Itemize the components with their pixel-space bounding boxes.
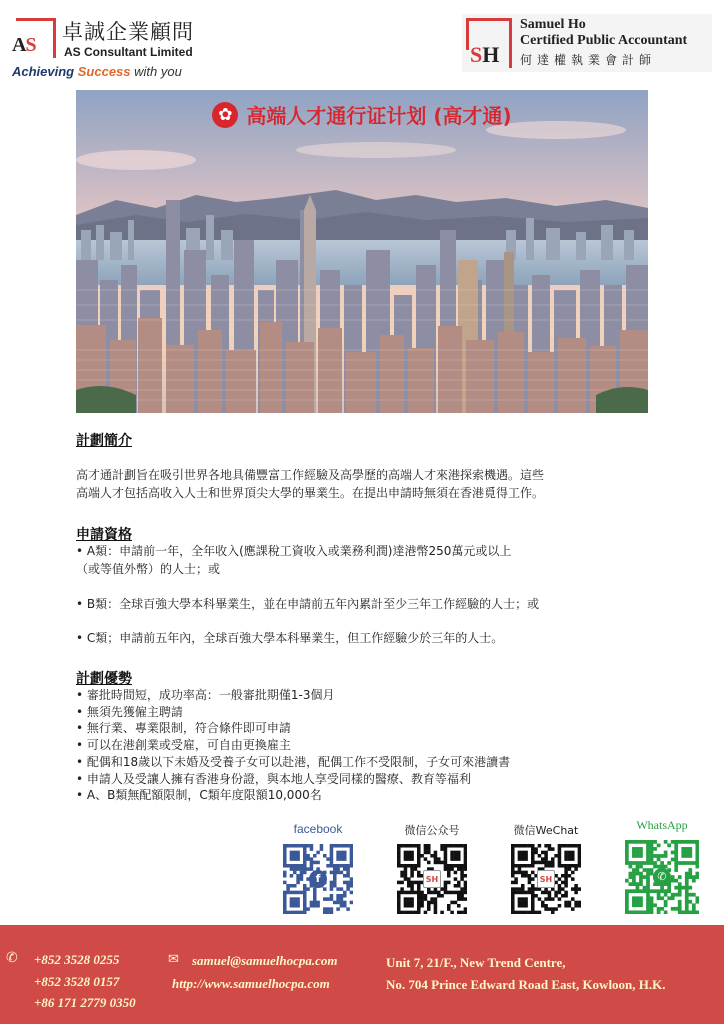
- wechat-qr-block[interactable]: [506, 822, 586, 914]
- phone-2[interactable]: +852 3528 0157: [34, 974, 120, 989]
- sh-logo-mark: [466, 18, 516, 68]
- phone-1[interactable]: +852 3528 0255: [34, 952, 120, 967]
- eligibility-class-a: [76, 542, 666, 578]
- hk-bauhinia-flag-icon: [212, 102, 238, 128]
- email-icon: ✉: [168, 952, 179, 967]
- intro-heading: 計劃簡介: [76, 433, 132, 449]
- hero-banner: [76, 90, 648, 413]
- as-logo-letters: AS: [12, 34, 36, 56]
- hong-kong-skyline-image: [76, 90, 648, 413]
- phone-3[interactable]: +86 171 2779 0350: [34, 995, 136, 1010]
- as-consultant-logo: [12, 14, 212, 80]
- advantage-item: • 無行業、專業限制，符合條件即可申請: [76, 720, 676, 737]
- sh-logo-icon: SH: [423, 870, 441, 888]
- advantage-item: • 申請人及受讓人擁有香港身份證，與本地人享受同樣的醫療、教育等福利: [76, 771, 676, 788]
- sh-logo-letters: SH: [470, 42, 500, 67]
- wechat-official-label: 微信公众号: [404, 824, 460, 837]
- company-name-cn: 卓誠企業顧問: [62, 20, 194, 44]
- cpa-name-cn: 何達權執業會計師: [520, 53, 657, 67]
- eligibility-class-c: • C類；申請前五年內，全球百強大學本科畢業生，但工作經驗少於三年的人士。: [76, 631, 504, 645]
- intro-line-1: 高才通計劃旨在吸引世界各地具備豐富工作經驗及高學歷的高端人才來港探索機遇。這些: [76, 468, 545, 482]
- eligibility-heading: 申請資格: [76, 527, 132, 543]
- facebook-qr-block[interactable]: [278, 822, 358, 914]
- wechat-qr-code[interactable]: [511, 844, 581, 914]
- address-line-2: No. 704 Prince Edward Road East, Kowloon, H.K.: [386, 977, 666, 992]
- intro-line-2: 高端人才包括高收入人士和世界頂尖大學的畢業生。在提出申請時無須在香港覓得工作。: [76, 486, 545, 500]
- whatsapp-qr-code[interactable]: [625, 840, 699, 914]
- advantages-list: [76, 687, 676, 804]
- company-name-en: AS Consultant Limited: [64, 45, 193, 59]
- class-a-line-2: （或等值外幣）的人士；或: [76, 562, 221, 576]
- advantage-item: • 配偶和18歲以下未婚及受養子女可以赴港，配偶工作不受限制，子女可來港讀書: [76, 754, 676, 771]
- wechat-label: 微信WeChat: [513, 824, 579, 837]
- hero-title: [76, 100, 648, 129]
- wechat-official-qr-block[interactable]: [392, 822, 472, 914]
- advantage-item: • 可以在港創業或受雇，可自由更換雇主: [76, 737, 676, 754]
- eligibility-class-b: • B類：全球百強大學本科畢業生，並在申請前五年內累計至少三年工作經驗的人士；或: [76, 597, 540, 611]
- contact-footer: [0, 925, 724, 1024]
- cpa-title: Certified Public Accountant: [520, 33, 688, 48]
- sh-logo-icon: SH: [537, 870, 555, 888]
- class-a-line-1: • A類：申請前一年，全年收入(應課稅工資收入或業務利潤)達港幣250萬元或以上: [76, 544, 512, 558]
- scheme-title: 高端人才通行证计划 (高才通): [246, 104, 512, 128]
- whatsapp-label: WhatsApp: [636, 818, 688, 832]
- whatsapp-qr-block[interactable]: [622, 818, 702, 914]
- advantage-item: • 審批時間短，成功率高：一般審批期僅1-3個月: [76, 687, 676, 704]
- whatsapp-icon: ✆: [653, 868, 671, 886]
- advantage-item: • A、B類無配額限制，C類年度限額10,000名: [76, 787, 676, 804]
- email-link[interactable]: samuel@samuelhocpa.com: [192, 953, 338, 968]
- as-logo-mark: [12, 18, 58, 62]
- facebook-icon: f: [309, 870, 327, 888]
- advantages-heading: 計劃優勢: [76, 671, 132, 687]
- advantage-item: • 無須先獲僱主聘請: [76, 704, 676, 721]
- facebook-label: facebook: [293, 822, 343, 836]
- company-slogan: Achieving Success with you: [12, 64, 182, 79]
- address-line-1: Unit 7, 21/F., New Trend Centre,: [386, 955, 566, 970]
- phone-icon: ✆: [6, 950, 18, 966]
- cpa-name: Samuel Ho: [520, 17, 586, 32]
- intro-paragraph: [76, 466, 666, 502]
- wechat-official-qr-code[interactable]: [397, 844, 467, 914]
- facebook-qr-code[interactable]: [283, 844, 353, 914]
- samuel-ho-cpa-logo: [462, 14, 712, 72]
- website-link[interactable]: http://www.samuelhocpa.com: [172, 976, 330, 991]
